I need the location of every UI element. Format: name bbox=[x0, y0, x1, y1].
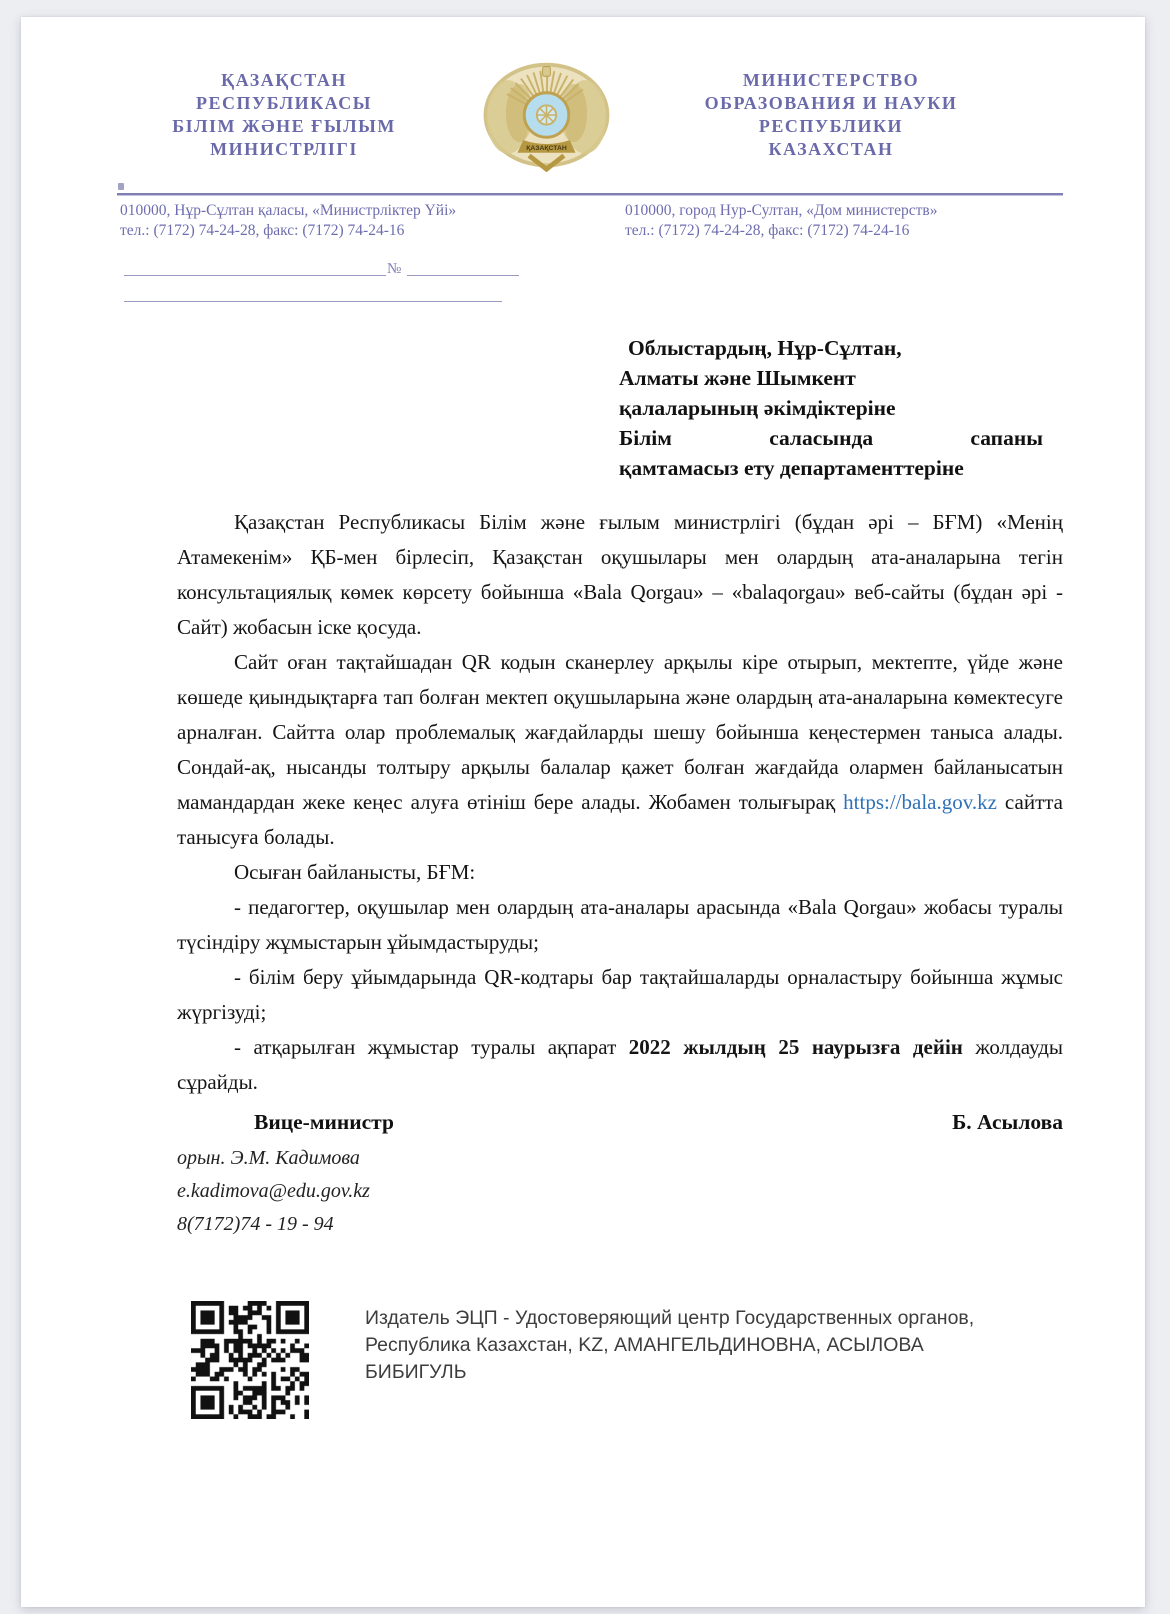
phone-line: тел.: (7172) 74-24-28, факс: (7172) 74-24-16 bbox=[625, 222, 910, 239]
number-sign: № bbox=[387, 261, 402, 277]
signer-name: Б. Асылова bbox=[952, 1110, 1063, 1134]
addressee-line: қалаларының әкімдіктеріне bbox=[619, 396, 896, 420]
addressee-line: қамтамасыз ету департаменттеріне bbox=[619, 456, 964, 480]
header-line: РЕСПУБЛИКИ bbox=[758, 116, 904, 136]
kazakhstan-emblem-icon bbox=[469, 55, 624, 175]
addressee-line: Облыстардың, Нұр-Сұлтан, bbox=[628, 336, 902, 360]
letterhead-divider bbox=[117, 193, 1063, 196]
ministry-name-kazakh bbox=[124, 69, 444, 161]
digital-signature-block bbox=[191, 1301, 1063, 1419]
header-line: ОБРАЗОВАНИЯ И НАУКИ bbox=[704, 93, 958, 113]
addressee-block bbox=[619, 333, 1043, 483]
executor-name: орын. Э.М. Кадимова bbox=[177, 1147, 360, 1169]
executor-email: e.kadimova@edu.gov.kz bbox=[177, 1180, 370, 1202]
address-line: 010000, город Нур-Султан, «Дом министерств» bbox=[625, 202, 938, 219]
scan-artifact-mark bbox=[118, 183, 124, 190]
body-paragraph-bullet bbox=[177, 1030, 1063, 1100]
body-paragraph bbox=[177, 645, 1063, 855]
digital-signature-qr-code bbox=[191, 1301, 309, 1419]
signer-title: Вице-министр bbox=[254, 1110, 394, 1134]
header-line: ҚАЗАҚСТАН bbox=[221, 70, 347, 90]
phone-line: тел.: (7172) 74-24-28, факс: (7172) 74-24-16 bbox=[120, 222, 405, 239]
reply-reference-blank-line bbox=[124, 301, 502, 302]
header-line: РЕСПУБЛИКАСЫ bbox=[196, 93, 372, 113]
number-blank-line bbox=[407, 275, 519, 276]
paragraph-text: Сайт оған тақтайшадан QR кодын сканерлеу арқылы кіре отырып, мектепте, үйде және көшеде қиындықтарға тап болған мектеп оқушыларына және олардың ата-аналарына көмектесуге арналған. Сайтта олар проблемалық жағдайларды шешу бойынша кеңестермен таныса алады. Сондай-ақ, нысанды толтыру арқылы балалар қажет болған жағдайда олармен байланысатын мамандардан жеке кеңес алуға өтініш бере алады. Жобамен толығырақ bbox=[177, 650, 1063, 814]
emblem-caption: ҚАЗАҚСТАН bbox=[526, 144, 567, 152]
address-block-russian bbox=[625, 201, 1085, 241]
paragraph-text: жолдауды сұрайды. bbox=[177, 1035, 1063, 1094]
header-line: МИНИСТЕРСТВО bbox=[742, 70, 920, 90]
esign-issuer-text: Издатель ЭЦП - Удостоверяющий центр Государственных органов, Республика Казахстан, KZ, АМАНГЕЛЬДИНОВНА, АСЫЛОВА БИБИГУЛЬ bbox=[365, 1307, 975, 1383]
header-line: МИНИСТРЛІГІ bbox=[210, 139, 358, 159]
date-blank-line bbox=[124, 275, 386, 276]
bala-gov-link[interactable]: https://bala.gov.kz bbox=[843, 790, 997, 814]
header-line: КАЗАХСТАН bbox=[768, 139, 894, 159]
ministry-name-russian bbox=[651, 69, 1011, 161]
paragraph-text: сайтта танысуға болады. bbox=[177, 790, 1063, 849]
executor-block bbox=[177, 1142, 1063, 1241]
header-line: БІЛІМ ЖӘНЕ ҒЫЛЫМ bbox=[172, 116, 396, 136]
body-paragraph-bullet: - педагогтер, оқушылар мен олардың ата-аналары арасында «Bala Qorgau» жобасы туралы түсіндіру жұмыстарын ұйымдастыруды; bbox=[177, 895, 1063, 954]
address-block-kazakh bbox=[120, 201, 600, 241]
paragraph-text: - атқарылған жұмыстар туралы ақпарат bbox=[234, 1035, 629, 1059]
addressee-line: Білім саласында сапаны bbox=[619, 426, 1043, 450]
address-line: 010000, Нұр-Сұлтан қаласы, «Министрліктер Үйі» bbox=[120, 202, 457, 219]
letter-body bbox=[177, 505, 1063, 1419]
body-paragraph: Осыған байланысты, БҒМ: bbox=[234, 860, 476, 884]
executor-phone: 8(7172)74 - 19 - 94 bbox=[177, 1213, 334, 1235]
document-page bbox=[21, 17, 1145, 1607]
deadline-text: 2022 жылдың 25 наурызға дейін bbox=[628, 1035, 963, 1059]
body-paragraph: Қазақстан Республикасы Білім және ғылым министрлігі (бұдан әрі – БҒМ) «Менің Атамекенім» ҚБ-мен бірлесіп, Қазақстан оқушылары мен олардың ата-аналарына тегін консультациялық көмек көрсету бойынша «Bala Qorgau» – «balaqorgau» веб-сайты (бұдан әрі - Сайт) жобасын іске қосуда. bbox=[177, 510, 1063, 639]
body-paragraph-bullet: - білім беру ұйымдарында QR-кодтары бар тақтайшаларды орналастыру бойынша жұмыс жүргізуді; bbox=[177, 965, 1063, 1024]
addressee-line: Алматы және Шымкент bbox=[619, 366, 856, 390]
signature-row bbox=[177, 1106, 1063, 1139]
